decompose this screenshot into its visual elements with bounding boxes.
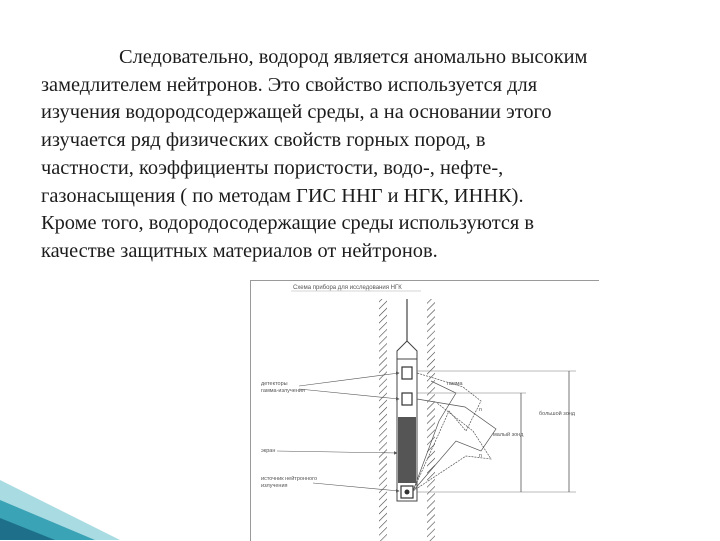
paragraph-line: качестве защитных материалов от нейтронов.	[41, 239, 438, 262]
label-detectors: детекторы	[261, 381, 288, 387]
paragraph-line: изучения водородсодержащей среды, а на основании этого	[41, 101, 552, 124]
label-source: источник нейтронного	[261, 476, 318, 482]
paragraph-line: газонасыщения ( по методам ГИС ННГ и НГК, ИННК).	[41, 184, 524, 207]
logging-tool-diagram	[250, 280, 599, 541]
paragraph-line: замедлителем нейтронов. Это свойство используется для	[41, 73, 538, 96]
label-detectors-2: гамма-излучения	[261, 388, 305, 394]
detector-upper	[402, 367, 412, 379]
borehole-wall-right	[427, 299, 435, 541]
diagram-title: Схема прибора для исследования НГК	[293, 285, 402, 291]
label-large-probe: большой зонд	[539, 411, 575, 417]
main-paragraph	[41, 44, 681, 266]
paragraph-line: частности, коэффициенты пористости, водо-, нефте-,	[41, 156, 504, 179]
label-n-2: n	[479, 453, 483, 459]
label-small-probe: малый зонд	[493, 432, 524, 438]
paragraph-line: Кроме того, водородосодержащие среды используются в	[41, 212, 535, 235]
diagram-svg	[251, 281, 599, 541]
path-neutron-2	[413, 399, 496, 491]
borehole-wall-left	[379, 299, 387, 541]
probe-head	[397, 341, 417, 359]
label-n-1: n	[479, 407, 483, 413]
paragraph-line: Следовательно, водород является аномально высоким	[119, 46, 588, 68]
label-screen: экран	[261, 448, 276, 454]
detector-lower	[402, 393, 412, 405]
paragraph-line: изучается ряд физических свойств горных пород, в	[41, 129, 486, 152]
path-neutron-1	[413, 373, 481, 491]
source-dot	[405, 490, 410, 495]
label-gamma: гамма	[447, 381, 463, 387]
shield-screen	[398, 417, 416, 483]
label-source-2: излучения	[261, 483, 288, 489]
corner-decoration	[0, 450, 120, 540]
